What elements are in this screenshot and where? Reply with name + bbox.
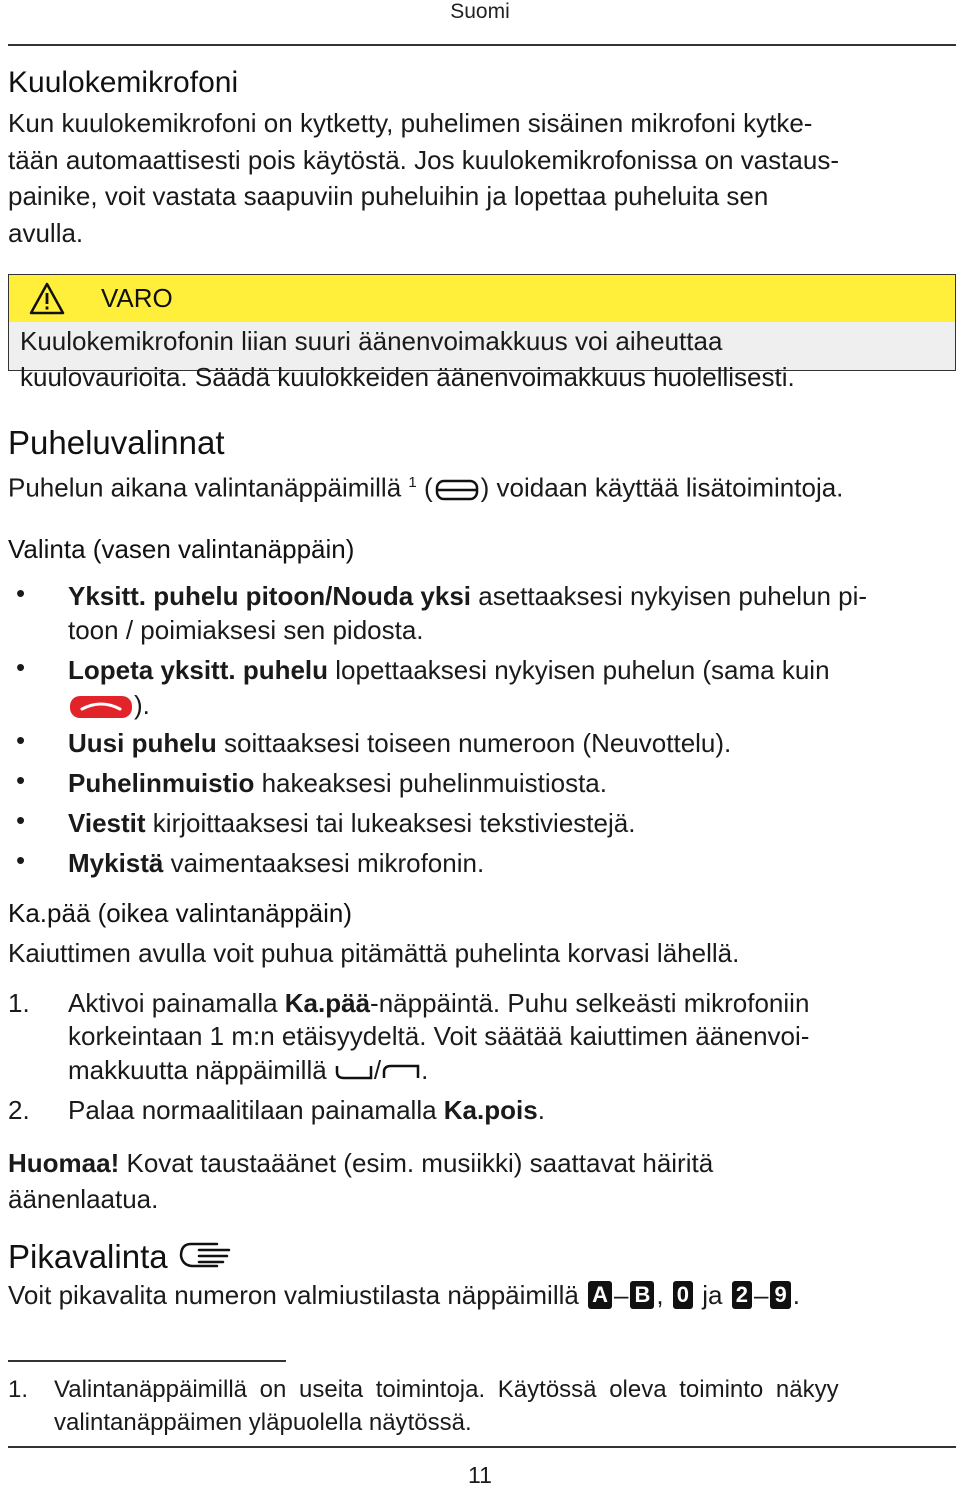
- footnote-line-1: Valintanäppäimillä on useita toimintoja. Käytössä oleva toiminto näkyy: [54, 1376, 839, 1403]
- step-text: Aktivoi painamalla: [68, 988, 285, 1018]
- volume-up-key-icon: [381, 1060, 421, 1084]
- step-line: [68, 985, 809, 1021]
- item-text: lopettaaksesi nykyisen puhelun (sama kuin: [328, 655, 830, 685]
- hand-pointer-icon: [177, 1236, 233, 1270]
- list-item: [68, 845, 484, 881]
- bullet: •: [16, 765, 26, 795]
- page-number: 11: [468, 1462, 492, 1488]
- call-options-title: Puheluvalinnat: [8, 424, 225, 461]
- list-item: [68, 578, 867, 614]
- list-item: [68, 765, 607, 801]
- warning-line-2: kuulovaurioita. Säädä kuulokkeiden äänenvoimakkuus huolellisesti.: [20, 362, 795, 392]
- footnote-ref: 1: [408, 474, 417, 491]
- item-text: kirjoittaaksesi tai lukeaksesi tekstiviestejä.: [145, 808, 636, 838]
- speed-dial-intro: Voit pikavalita numeron valmiustilasta näppäimillä: [8, 1280, 587, 1310]
- item-text: soittaaksesi toiseen numeroon (Neuvottelu).: [216, 728, 732, 758]
- intro-text-after: ) voidaan käyttää lisätoimintoja.: [480, 472, 844, 503]
- header-rule: [8, 44, 956, 46]
- step-line: [68, 1092, 545, 1128]
- item-text: asettaaksesi nykyisen puhelun pi-: [471, 581, 868, 611]
- dash: –: [754, 1280, 769, 1310]
- list-item: [68, 652, 830, 688]
- volume-down-key-icon: [334, 1060, 374, 1084]
- item-bold: Viestit: [68, 808, 146, 838]
- headset-line-4: avulla.: [8, 218, 84, 248]
- bullet: •: [16, 652, 26, 682]
- step-bold: Ka.pää: [284, 988, 371, 1018]
- and-word: ja: [702, 1280, 723, 1310]
- step-line: [68, 1052, 428, 1088]
- intro-text: Puhelun aikana valintanäppäimillä: [8, 472, 402, 503]
- note-bold: Huomaa!: [8, 1148, 120, 1178]
- step-number: 2.: [8, 1095, 30, 1125]
- warning-header: [8, 274, 956, 324]
- speed-dial-title: Pikavalinta: [8, 1238, 168, 1275]
- footer-rule: [8, 1446, 956, 1448]
- step-bold: Ka.pois: [443, 1095, 538, 1125]
- headset-line-1: Kun kuulokemikrofoni on kytketty, puhelimen sisäinen mikrofoni kytke-: [8, 108, 813, 138]
- item-bold: Uusi puhelu: [68, 728, 217, 758]
- bullet: •: [16, 578, 26, 608]
- step-text: Palaa normaalitilaan painamalla: [68, 1095, 444, 1125]
- step-text: makkuutta näppäimillä: [68, 1055, 334, 1085]
- key-0: 0: [673, 1281, 693, 1309]
- left-key-title: Valinta (vasen valintanäppäin): [8, 534, 355, 564]
- step-text: .: [537, 1095, 545, 1125]
- footnote-rule: [8, 1360, 286, 1362]
- warning-title: VARO: [101, 283, 173, 313]
- warning-triangle-icon: [29, 281, 65, 317]
- step-text: .: [421, 1055, 429, 1085]
- selection-keys-icon: [433, 476, 481, 504]
- list-item-cont: toon / poimiaksesi sen pidosta.: [68, 615, 424, 645]
- note-line-1: [8, 1145, 713, 1181]
- step-text: -näppäintä. Puhu selkeästi mikrofoniin: [370, 988, 810, 1018]
- step-number: 1.: [8, 988, 30, 1018]
- period: .: [792, 1280, 800, 1310]
- bullet: •: [16, 725, 26, 755]
- key-9: 9: [770, 1281, 790, 1309]
- bullet: •: [16, 805, 26, 835]
- headset-line-2: tään automaattisesti pois käytöstä. Jos kuulokemikrofonissa on vastaus-: [8, 145, 839, 175]
- item-bold: Lopeta yksitt. puhelu: [68, 655, 329, 685]
- step-text: /: [373, 1055, 382, 1085]
- intro-paren: (: [423, 472, 433, 503]
- item-text: vaimentaaksesi mikrofonin.: [163, 848, 485, 878]
- warning-line-1: Kuulokemikrofonin liian suuri äänenvoimakkuus voi aiheuttaa: [20, 326, 723, 356]
- list-item: [68, 725, 731, 761]
- end-call-key-icon: [68, 693, 134, 721]
- key-2: 2: [732, 1281, 752, 1309]
- speaker-intro: Kaiuttimen avulla voit puhua pitämättä puhelinta korvasi lähellä.: [8, 938, 740, 968]
- footnote-line-2: valintanäppäimen yläpuolella näytössä.: [54, 1409, 472, 1436]
- headset-title: Kuulokemikrofoni: [8, 66, 239, 99]
- dash: –: [613, 1280, 629, 1310]
- note-line-2: äänenlaatua.: [8, 1184, 159, 1214]
- item-bold: Puhelinmuistio: [68, 768, 255, 798]
- bullet: •: [16, 845, 26, 875]
- footnote-number: 1.: [8, 1376, 29, 1403]
- speed-dial-text: [8, 1277, 800, 1313]
- note-text: Kovat taustaäänet (esim. musiikki) saattavat häiritä: [119, 1148, 714, 1178]
- list-item-cont: [68, 687, 150, 723]
- language-label: Suomi: [450, 0, 510, 23]
- item-text: hakeaksesi puhelinmuistiosta.: [254, 768, 607, 798]
- item-text: ).: [134, 690, 150, 720]
- headset-line-3: painike, voit vastata saapuviin puheluihin ja lopettaa puheluita sen: [8, 181, 769, 211]
- speaker-title: Ka.pää (oikea valintanäppäin): [8, 898, 353, 928]
- item-bold: Yksitt. puhelu pitoon/Nouda yksi: [68, 581, 472, 611]
- comma: ,: [656, 1280, 664, 1310]
- item-bold: Mykistä: [68, 848, 164, 878]
- key-a: A: [588, 1281, 612, 1309]
- step-line: korkeintaan 1 m:n etäisyydeltä. Voit säätää kaiuttimen äänenvoi-: [68, 1021, 810, 1051]
- list-item: [68, 805, 635, 841]
- call-options-intro: [8, 465, 843, 506]
- key-b: B: [630, 1281, 654, 1309]
- speed-dial-title-row: [8, 1236, 233, 1276]
